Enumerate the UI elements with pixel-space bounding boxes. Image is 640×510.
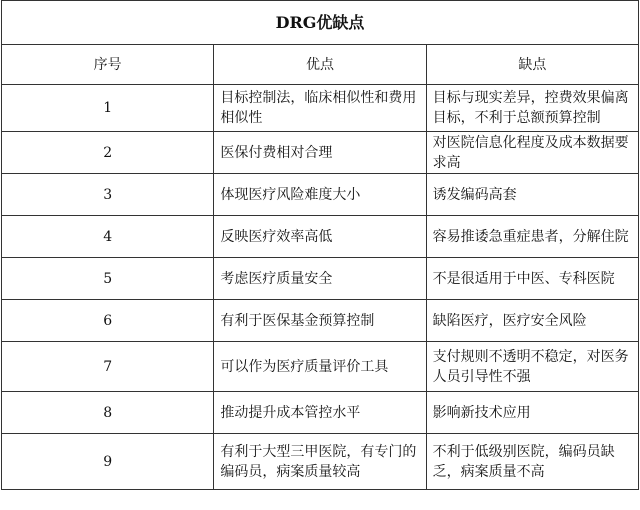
row-pro: 有利于医保基金预算控制: [214, 300, 426, 342]
row-con: 影响新技术应用: [426, 392, 638, 434]
header-cons: 缺点: [426, 45, 638, 85]
title-row: [2, 1, 639, 45]
row-index: 5: [2, 258, 214, 300]
row-con: 诱发编码高套: [426, 174, 638, 216]
table-row: [2, 392, 639, 434]
row-con: 容易推诿急重症患者，分解住院: [426, 216, 638, 258]
table-row: [2, 216, 639, 258]
row-pro: 考虑医疗质量安全: [214, 258, 426, 300]
row-con: 缺陷医疗，医疗安全风险: [426, 300, 638, 342]
row-index: 6: [2, 300, 214, 342]
row-con: 支付规则不透明不稳定，对医务人员引导性不强: [426, 342, 638, 392]
row-index: 2: [2, 132, 214, 174]
row-pro: 医保付费相对合理: [214, 132, 426, 174]
table-row: [2, 342, 639, 392]
table-row: [2, 434, 639, 490]
row-con: 目标与现实差异，控费效果偏离目标，不利于总额预算控制: [426, 85, 638, 132]
row-pro: 可以作为医疗质量评价工具: [214, 342, 426, 392]
header-pros: 优点: [214, 45, 426, 85]
table-row: [2, 258, 639, 300]
row-con: 对医院信息化程度及成本数据要求高: [426, 132, 638, 174]
row-index: 7: [2, 342, 214, 392]
table-row: [2, 132, 639, 174]
row-pro: 推动提升成本管控水平: [214, 392, 426, 434]
row-pro: 有利于大型三甲医院，有专门的编码员，病案质量较高: [214, 434, 426, 490]
table-row: [2, 174, 639, 216]
header-index: 序号: [2, 45, 214, 85]
row-pro: 反映医疗效率高低: [214, 216, 426, 258]
row-index: 8: [2, 392, 214, 434]
table-title: DRG优缺点: [2, 1, 639, 45]
row-index: 9: [2, 434, 214, 490]
row-pro: 体现医疗风险难度大小: [214, 174, 426, 216]
row-con: 不利于低级别医院，编码员缺乏，病案质量不高: [426, 434, 638, 490]
drg-pros-cons-table: [1, 0, 639, 490]
table-row: [2, 85, 639, 132]
row-pro: 目标控制法，临床相似性和费用相似性: [214, 85, 426, 132]
row-index: 3: [2, 174, 214, 216]
table-row: [2, 300, 639, 342]
row-index: 4: [2, 216, 214, 258]
row-index: 1: [2, 85, 214, 132]
header-row: [2, 45, 639, 85]
row-con: 不是很适用于中医、专科医院: [426, 258, 638, 300]
